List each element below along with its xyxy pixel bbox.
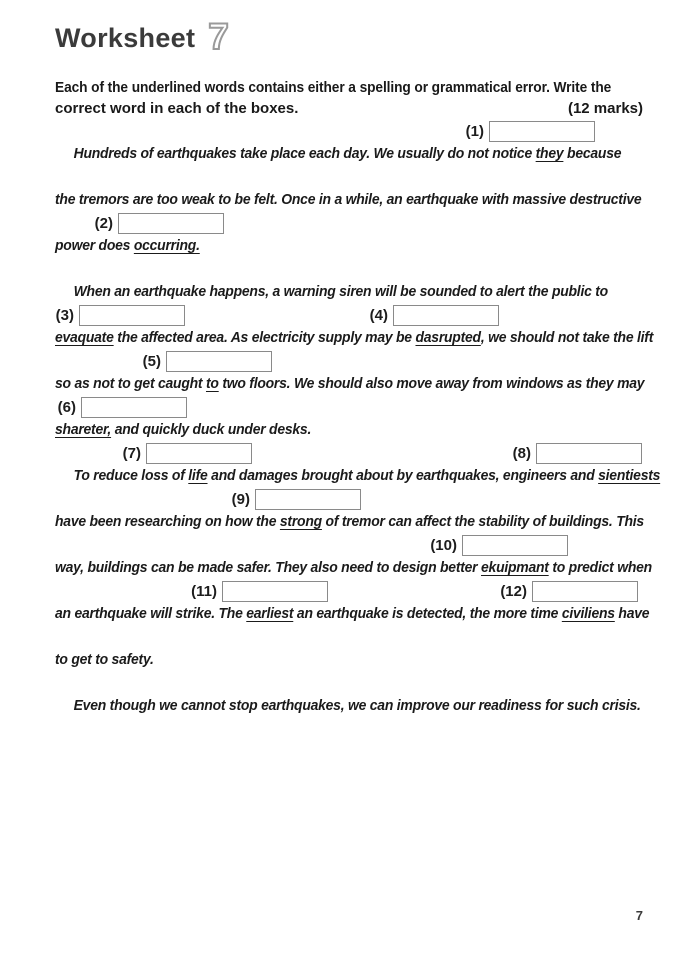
passage-line <box>55 188 642 212</box>
underlined-word: occurring. <box>133 237 200 254</box>
passage-slot <box>55 304 654 350</box>
answer-box-group <box>212 488 361 510</box>
answer-box-label: (7) <box>122 444 141 462</box>
answer-box-row <box>55 396 647 418</box>
underlined-word: evaquate <box>55 329 114 346</box>
passage-line <box>55 602 650 626</box>
instructions-line1: Each of the underlined words contains either a spelling or grammatical error. Write the <box>55 79 612 96</box>
passage-text: so as not to get caught <box>55 375 206 392</box>
passage-text: , we should not take the lift <box>480 329 654 346</box>
passage-text: have <box>614 605 650 622</box>
passage-slot <box>55 580 650 626</box>
passage-text: and quickly duck under desks. <box>111 421 312 438</box>
passage-slot <box>55 442 661 488</box>
answer-box-label: (4) <box>369 306 388 324</box>
answer-box-3[interactable] <box>79 305 185 326</box>
passage-slot <box>55 488 647 534</box>
passage-text: of tremor can affect the stability of buildings. This <box>321 513 644 530</box>
passage-text: the tremors are too weak to be felt. Once in a while, an earthquake with massive destructive <box>55 191 642 208</box>
answer-box-group <box>36 304 185 326</box>
instructions-line2 <box>55 98 643 119</box>
passage-line <box>55 556 652 580</box>
answer-box-group <box>446 120 595 142</box>
passage-line <box>55 142 622 166</box>
passage-text: because <box>563 145 622 162</box>
answer-box-group <box>38 396 187 418</box>
answer-box-label: (12) <box>500 582 527 600</box>
passage-line <box>55 372 645 396</box>
passage-slot <box>55 396 647 442</box>
answer-box-group <box>75 212 224 234</box>
answer-box-group <box>123 350 272 372</box>
passage-text: the affected area. As electricity supply may be <box>113 329 416 346</box>
answer-box-group <box>489 580 638 602</box>
answer-box-label: (8) <box>512 444 531 462</box>
passage-line <box>55 694 641 718</box>
answer-box-row <box>55 350 647 372</box>
answer-box-group <box>103 442 252 464</box>
instructions <box>55 77 643 119</box>
passage-text: and damages brought about by earthquakes, engineers and <box>207 467 599 484</box>
answer-box-row <box>55 488 647 510</box>
underlined-word: life <box>188 467 208 484</box>
passage-text: two floors. We should also move away from windows as they may <box>218 375 645 392</box>
underlined-word: dasrupted <box>415 329 481 346</box>
underlined-word: ekuipmant <box>481 559 549 576</box>
answer-box-12[interactable] <box>532 581 638 602</box>
page-number: 7 <box>635 908 643 923</box>
passage-text: Even though we cannot stop earthquakes, we can improve our readiness for such crisis. <box>73 697 641 714</box>
passage-line <box>55 280 606 304</box>
passage <box>55 120 661 718</box>
answer-box-5[interactable] <box>166 351 272 372</box>
passage-slot <box>55 258 647 304</box>
answer-box-9[interactable] <box>255 489 361 510</box>
answer-box-group <box>350 304 499 326</box>
underlined-word: to <box>205 375 219 392</box>
page-header <box>55 16 229 57</box>
answer-box-row <box>55 258 647 280</box>
answer-box-11[interactable] <box>222 581 328 602</box>
answer-box-group <box>179 580 328 602</box>
underlined-word: shareter, <box>55 421 112 438</box>
underlined-word: sientiests <box>598 467 661 484</box>
passage-slot <box>55 672 647 718</box>
answer-box-row <box>55 120 647 142</box>
answer-box-1[interactable] <box>489 121 595 142</box>
passage-text: way, buildings can be made safer. They also need to design better <box>55 559 482 576</box>
instructions-line2-text: correct word in each of the boxes. <box>55 100 299 117</box>
page-title: Worksheet <box>55 23 196 54</box>
answer-box-label: (3) <box>55 306 74 324</box>
answer-box-4[interactable] <box>393 305 499 326</box>
passage-slot <box>55 166 647 212</box>
answer-box-label: (10) <box>430 536 457 554</box>
answer-box-row <box>55 212 647 234</box>
answer-box-label: (11) <box>191 582 217 600</box>
passage-line <box>55 418 606 442</box>
answer-box-row <box>55 442 647 464</box>
passage-line <box>55 234 606 258</box>
answer-box-10[interactable] <box>462 535 568 556</box>
answer-box-group <box>493 442 642 464</box>
passage-line <box>55 464 661 488</box>
answer-box-row <box>55 626 647 648</box>
passage-slot <box>55 626 647 672</box>
answer-box-label: (1) <box>465 122 484 140</box>
answer-box-7[interactable] <box>146 443 252 464</box>
passage-text: to get to safety. <box>55 651 154 668</box>
answer-box-label: (5) <box>142 352 161 370</box>
answer-box-row <box>55 534 647 556</box>
underlined-word: they <box>535 145 564 162</box>
passage-slot <box>55 212 647 258</box>
passage-text: Hundreds of earthquakes take place each day. We usually do not notice <box>73 145 536 162</box>
answer-box-row <box>55 672 647 694</box>
passage-line <box>55 648 606 672</box>
passage-text: an earthquake is detected, the more time <box>293 605 562 622</box>
answer-box-2[interactable] <box>118 213 224 234</box>
passage-slot <box>55 534 652 580</box>
passage-text: to predict when <box>548 559 652 576</box>
answer-box-label: (9) <box>231 490 250 508</box>
passage-text: When an earthquake happens, a warning siren will be sounded to alert the public to <box>73 283 608 300</box>
passage-text: an earthquake will strike. The <box>55 605 247 622</box>
underlined-word: strong <box>279 513 322 530</box>
passage-slot <box>55 120 647 166</box>
answer-box-group <box>419 534 568 556</box>
passage-text: have been researching on how the <box>55 513 280 530</box>
answer-box-label: (2) <box>94 214 113 232</box>
passage-line <box>55 326 654 350</box>
underlined-word: civiliens <box>561 605 615 622</box>
passage-slot <box>55 350 647 396</box>
answer-box-6[interactable] <box>81 397 187 418</box>
passage-text: To reduce loss of <box>73 467 189 484</box>
marks-label: (12 marks) <box>567 100 643 117</box>
passage-line <box>55 510 644 534</box>
answer-box-8[interactable] <box>536 443 642 464</box>
answer-box-row <box>55 166 647 188</box>
answer-box-row <box>55 580 647 602</box>
passage-text: power does <box>55 237 134 254</box>
answer-box-row <box>55 304 647 326</box>
underlined-word: earliest <box>246 605 294 622</box>
answer-box-label: (6) <box>57 398 76 416</box>
worksheet-number: 7 <box>208 16 229 57</box>
